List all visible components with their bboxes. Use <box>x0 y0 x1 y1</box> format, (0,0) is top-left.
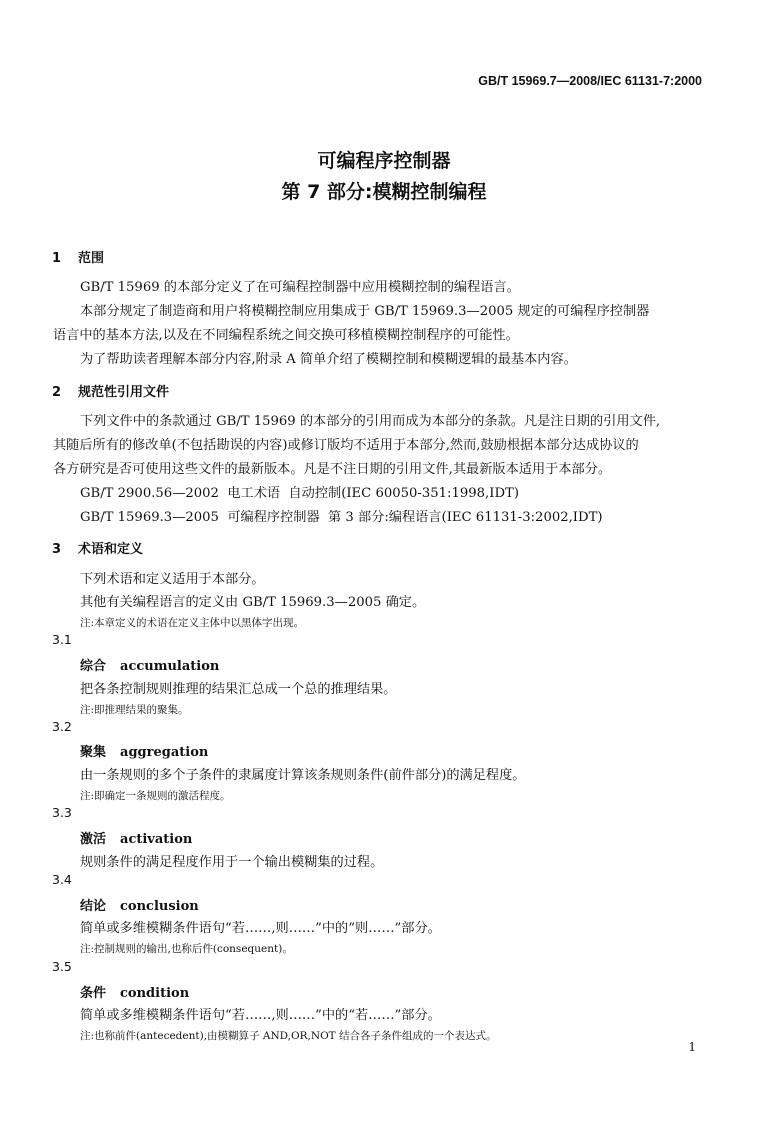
term-english: aggregation <box>120 745 209 760</box>
page-subtitle: 第 7 部分:模糊控制编程 <box>281 181 487 203</box>
section-number: 2 <box>52 385 62 400</box>
term-number: 3.4 <box>52 872 72 887</box>
reference-item: GB/T 2900.56—2002 电工术语 自动控制(IEC 60050-351:1998,IDT) <box>80 486 519 501</box>
term-note: 注:也称前件(antecedent),由模糊算子 AND,OR,NOT 结合各子条件组成的一个表达式。 <box>80 1030 497 1042</box>
page-title: 可编程序控制器 <box>317 150 451 172</box>
section-2-heading <box>52 381 169 400</box>
paragraph-continuation: 语言中的基本方法,以及在不同编程系统之间交换可移植模糊控制程序的可能性。 <box>53 328 519 343</box>
term-chinese: 条件 <box>80 986 107 1001</box>
term-note: 注:控制规则的输出,也称后件(consequent)。 <box>80 943 293 955</box>
section-number: 3 <box>52 542 62 557</box>
term-definition: 由一条规则的多个子条件的隶属度计算该条规则条件(前件部分)的满足程度。 <box>80 768 526 783</box>
term-title <box>80 828 192 847</box>
paragraph: 其他有关编程语言的定义由 GB/T 15969.3—2005 确定。 <box>80 595 426 610</box>
term-definition: 把各条控制规则推理的结果汇总成一个总的推理结果。 <box>80 682 397 697</box>
section-number: 1 <box>52 251 62 266</box>
term-number: 3.5 <box>52 959 72 974</box>
paragraph: 为了帮助读者理解本部分内容,附录 A 简单介绍了模糊控制和模糊逻辑的最基本内容。 <box>80 352 577 367</box>
term-chinese: 结论 <box>80 899 107 914</box>
paragraph-continuation: 各方研究是否可使用这些文件的最新版本。凡是不注日期的引用文件,其最新版本适用于本部分。 <box>53 462 612 477</box>
term-chinese: 聚集 <box>80 745 107 760</box>
term-title <box>80 741 208 760</box>
paragraph-continuation: 其随后所有的修改单(不包括勘误的内容)或修订版均不适用于本部分,然而,鼓励根据本部分达成协议的 <box>53 438 639 453</box>
term-english: condition <box>120 986 190 1001</box>
term-title <box>80 982 189 1001</box>
paragraph: GB/T 15969 的本部分定义了在可编程控制器中应用模糊控制的编程语言。 <box>80 280 520 295</box>
section-title: 规范性引用文件 <box>78 385 170 400</box>
term-title <box>80 655 219 674</box>
reference-item: GB/T 15969.3—2005 可编程序控制器 第 3 部分:编程语言(IEC 61131-3:2002,IDT) <box>80 510 603 525</box>
term-note: 注:即确定一条规则的激活程度。 <box>80 790 231 802</box>
standard-header: GB/T 15969.7—2008/IEC 61131-7:2000 <box>478 74 702 88</box>
note: 注:本章定义的术语在定义主体中以黑体字出现。 <box>80 617 305 629</box>
term-definition: 简单或多维模糊条件语句“若……,则……”中的“则……”部分。 <box>80 921 441 936</box>
term-title <box>80 895 199 914</box>
term-chinese: 综合 <box>80 659 107 674</box>
term-definition: 简单或多维模糊条件语句“若……,则……”中的“若……”部分。 <box>80 1008 441 1023</box>
section-title: 术语和定义 <box>78 542 144 557</box>
term-english: activation <box>120 832 193 847</box>
term-english: conclusion <box>120 899 199 914</box>
paragraph: 本部分规定了制造商和用户将模糊控制应用集成于 GB/T 15969.3—2005 规定的可编程序控制器 <box>80 304 650 319</box>
term-note: 注:即推理结果的聚集。 <box>80 704 189 716</box>
term-chinese: 激活 <box>80 832 107 847</box>
section-3-heading <box>52 538 143 557</box>
term-definition: 规则条件的满足程度作用于一个输出模糊集的过程。 <box>80 855 384 870</box>
term-number: 3.3 <box>52 805 72 820</box>
section-1-heading <box>52 247 104 266</box>
term-number: 3.2 <box>52 719 72 734</box>
paragraph: 下列文件中的条款通过 GB/T 15969 的本部分的引用而成为本部分的条款。凡是注日期的引用文件, <box>80 414 661 429</box>
section-title: 范围 <box>78 251 105 266</box>
page-number: 1 <box>688 1040 696 1054</box>
term-english: accumulation <box>120 659 220 674</box>
paragraph: 下列术语和定义适用于本部分。 <box>80 572 265 587</box>
term-number: 3.1 <box>52 632 72 647</box>
